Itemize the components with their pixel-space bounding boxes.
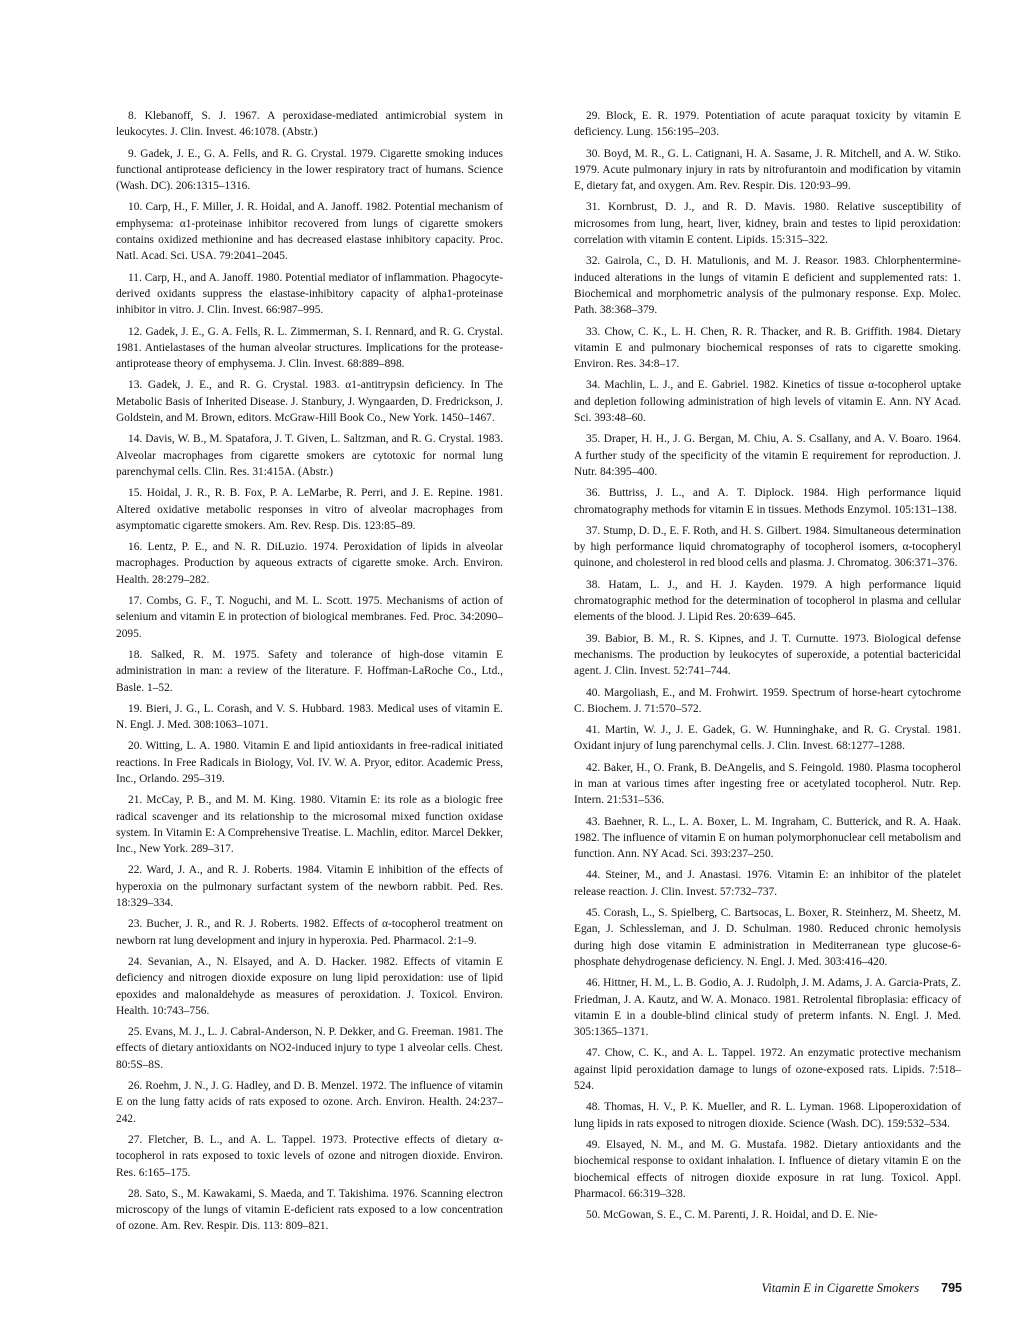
reference-item: 20. Witting, L. A. 1980. Vitamin E and lipid antioxidants in free-radical initiated reactions. In Free Radicals in Biology, Vol. IV. W. A. Pryor, editor. Academic Press, Inc., Orlando. 295–319. bbox=[116, 740, 503, 785]
reference-item: 45. Corash, L., S. Spielberg, C. Bartsocas, L. Boxer, R. Steinherz, M. Sheetz, M. Egan, J. Schlessleman, and J. D. Schulman. 1980. Reduced chronic hemolysis during high dose vitamin E administration in Mediterranean type glucose-6-phosphate dehydrogenase deficiency. N. Engl. J. Med. 303:416–420. bbox=[574, 907, 961, 968]
reference-item: 30. Boyd, M. R., G. L. Catignani, H. A. Sasame, J. R. Mitchell, and A. W. Stiko. 1979. Acute pulmonary injury in rats by nitrofurantoin and modification by vitamin E, dietary fat, and oxygen. Am. Rev. Respir. Dis. 120:93–99. bbox=[574, 147, 961, 193]
references-right-column bbox=[574, 108, 961, 1228]
reference-item: 34. Machlin, L. J., and E. Gabriel. 1982. Kinetics of tissue α-tocopherol uptake and depletion following administration of high levels of vitamin E. Ann. NY Acad. Sci. 393:48–60. bbox=[574, 379, 961, 425]
reference-item: 48. Thomas, H. V., P. K. Mueller, and R. L. Lyman. 1968. Lipoperoxidation of lung lipids in rats exposed to nitrogen dioxide. Science (Wash. DC). 159:532–534. bbox=[574, 1101, 961, 1130]
reference-item: 22. Ward, J. A., and R. J. Roberts. 1984. Vitamin E inhibition of the effects of hyperoxia on the pulmonary surfactant system of the newborn rabbit. Ped. Res. 18:329–334. bbox=[116, 864, 503, 910]
reference-item: 19. Bieri, J. G., L. Corash, and V. S. Hubbard. 1983. Medical uses of vitamin E. N. Engl. J. Med. 308:1063–1071. bbox=[116, 702, 503, 732]
reference-item: 31. Kornbrust, D. J., and R. D. Mavis. 1980. Relative susceptibility of microsomes from lung, heart, liver, kidney, brain and testes to lipid peroxidation: correlation with vitamin E content. Lipids. 15:315–322. bbox=[574, 201, 961, 247]
page-number: 795 bbox=[941, 1281, 962, 1295]
page-footer bbox=[762, 1281, 962, 1296]
reference-item: 49. Elsayed, N. M., and M. G. Mustafa. 1982. Dietary antioxidants and the biochemical response to oxidant inhalation. I. Influence of dietary vitamin E on the biochemical effects of nitrogen dioxide exposure in rat lung. Toxicol. Appl. Pharmacol. 66:319–328. bbox=[574, 1138, 961, 1200]
reference-item: 46. Hittner, H. M., L. B. Godio, A. J. Rudolph, J. M. Adams, J. A. Garcia-Prats, Z. Friedman, J. A. Kautz, and W. A. Monaco. 1981. Retrolental fibroplasia: efficacy of vitamin E in a double-blind clinical study of preterm infants. N. Engl. J. Med. 305:1365–1371. bbox=[574, 977, 961, 1039]
reference-item: 43. Baehner, R. L., L. A. Boxer, L. M. Ingraham, C. Butterick, and R. A. Haak. 1982. The influence of vitamin E on human polymorphonuclear cell metabolism and function. Ann. NY Acad. Sci. 393:237–250. bbox=[574, 815, 961, 861]
reference-item: 9. Gadek, J. E., G. A. Fells, and R. G. Crystal. 1979. Cigarette smoking induces functional antiprotease deficiency in the lower respiratory tract of humans. Science (Wash. DC). 206:1315–1316. bbox=[116, 147, 503, 193]
running-head: Vitamin E in Cigarette Smokers bbox=[761, 1281, 920, 1295]
reference-item: 10. Carp, H., F. Miller, J. R. Hoidal, and A. Janoff. 1982. Potential mechanism of emphysema: α1-proteinase inhibitor recovered from lungs of cigarette smokers contains oxidized methionine and has decreased elastase inhibitory capacity. Proc. Natl. Acad. Sci. USA. 79:2041–2045. bbox=[116, 201, 503, 263]
reference-item: 33. Chow, C. K., L. H. Chen, R. R. Thacker, and R. B. Griffith. 1984. Dietary vitamin E and pulmonary biochemical responses of rats to cigarette smoking. Environ. Res. 34:8–17. bbox=[574, 325, 961, 371]
reference-item: 50. McGowan, S. E., C. M. Parenti, J. R. Hoidal, and D. E. Nie- bbox=[586, 1209, 878, 1222]
reference-item: 39. Babior, B. M., R. S. Kipnes, and J. T. Curnutte. 1973. Biological defense mechanisms. The production by leukocytes of superoxide, a potential bactericidal agent. J. Clin. Invest. 52:741–744. bbox=[574, 632, 961, 678]
reference-item: 29. Block, E. R. 1979. Potentiation of acute paraquat toxicity by vitamin E deficiency. Lung. 156:195–203. bbox=[574, 110, 961, 139]
reference-item: 8. Klebanoff, S. J. 1967. A peroxidase-mediated antimicrobial system in leukocytes. J. Clin. Invest. 46:1078. (Abstr.) bbox=[116, 110, 503, 139]
reference-item: 36. Buttriss, J. L., and A. T. Diplock. 1984. High performance liquid chromatography methods for vitamin E in tissues. Methods Enzymol. 105:131–138. bbox=[574, 487, 961, 516]
reference-item: 28. Sato, S., M. Kawakami, S. Maeda, and T. Takishima. 1976. Scanning electron microscopy of the lungs of vitamin E-deficient rats exposed to a low concentration of ozone. Am. Rev. Respir. Dis. 113: 809–821. bbox=[116, 1187, 503, 1233]
reference-item: 18. Salked, R. M. 1975. Safety and tolerance of high-dose vitamin E administration in man: a review of the literature. F. Hoffman-LaRoche Co., Ltd., Basle. 1–52. bbox=[116, 648, 503, 694]
reference-item: 24. Sevanian, A., N. Elsayed, and A. D. Hacker. 1982. Effects of vitamin E deficiency and nitrogen dioxide exposure on lung lipid peroxidation: use of lipid epoxides and malonaldehyde as measures of peroxidation. J. Toxicol. Environ. Health. 10:743–756. bbox=[116, 955, 503, 1017]
reference-item: 25. Evans, M. J., L. J. Cabral-Anderson, N. P. Dekker, and G. Freeman. 1981. The effects of dietary antioxidants on NO2-induced injury to type 1 alveolar cells. Chest. 80:5S–8S. bbox=[116, 1026, 503, 1071]
reference-item: 26. Roehm, J. N., J. G. Hadley, and D. B. Menzel. 1972. The influence of vitamin E on the lung fatty acids of rats exposed to ozone. Arch. Environ. Health. 24:237–242. bbox=[116, 1080, 503, 1125]
reference-item: 47. Chow, C. K., and A. L. Tappel. 1972. An enzymatic protective mechanism against lipid peroxidation damage to lungs of ozone-exposed rats. Lipids. 7:518–524. bbox=[574, 1047, 961, 1093]
reference-item: 32. Gairola, C., D. H. Matulionis, and M. J. Reasor. 1983. Chlorphentermine-induced alterations in the lungs of vitamin E deficient and supplemented rats: 1. Biochemical and morphometric analysis of the pulmonary response. Exp. Molec. Path. 38:368–379. bbox=[574, 255, 961, 317]
reference-item: 42. Baker, H., O. Frank, B. DeAngelis, and S. Feingold. 1980. Plasma tocopherol in man at various times after ingesting free or acetylated tocopherol. Nutr. Rep. Intern. 21:531–536. bbox=[574, 761, 961, 807]
reference-item: 41. Martin, W. J., J. E. Gadek, G. W. Hunninghake, and R. G. Crystal. 1981. Oxidant injury of lung parenchymal cells. J. Clin. Invest. 68:1277–1288. bbox=[574, 724, 961, 753]
reference-item: 14. Davis, W. B., M. Spatafora, J. T. Given, L. Saltzman, and R. G. Crystal. 1983. Alveolar macrophages from cigarette smokers are cytotoxic for normal lung parenchymal cells. Clin. Res. 31:415A. (Abstr.) bbox=[116, 433, 503, 478]
reference-item: 16. Lentz, P. E., and N. R. DiLuzio. 1974. Peroxidation of lipids in alveolar macrophages. Production by aqueous extracts of cigarette smoke. Arch. Environ. Health. 28:279–282. bbox=[116, 541, 503, 586]
reference-item: 21. McCay, P. B., and M. M. King. 1980. Vitamin E: its role as a biologic free radical scavenger and its relationship to the microsomal mixed function oxidase system. In Vitamin E: A Comprehensive Treatise. L. Machlin, editor. Marcel Dekker, Inc., New York. 289–317. bbox=[116, 794, 503, 856]
reference-item: 13. Gadek, J. E., and R. G. Crystal. 1983. α1-antitrypsin deficiency. In The Metabolic Basis of Inherited Disease. J. Stanbury, J. Wyngaarden, D. Fredrickson, J. Goldstein, and M. Brown, editors. McGraw-Hill Book Co., New York. 1450–1467. bbox=[116, 379, 503, 425]
reference-item: 23. Bucher, J. R., and R. J. Roberts. 1982. Effects of α-tocopherol treatment on newborn rat lung development and injury in hyperoxia. Ped. Pharmacol. 2:1–9. bbox=[116, 918, 503, 947]
reference-item: 35. Draper, H. H., J. G. Bergan, M. Chiu, A. S. Csallany, and A. V. Boaro. 1964. A further study of the specificity of the vitamin E requirement for reproduction. J. Nutr. 84:395–400. bbox=[574, 433, 961, 478]
reference-item: 37. Stump, D. D., E. F. Roth, and H. S. Gilbert. 1984. Simultaneous determination by high performance liquid chromatography of tocopherol isomers, α-tocopheryl quinone, and cholesterol in red blood cells and plasma. J. Chromatog. 306:371–376. bbox=[574, 524, 961, 570]
reference-item: 27. Fletcher, B. L., and A. L. Tappel. 1973. Protective effects of dietary α-tocopherol in rats exposed to toxic levels of ozone and nitrogen dioxide. Environ. Res. 6:165–175. bbox=[116, 1133, 503, 1179]
reference-item: 44. Steiner, M., and J. Anastasi. 1976. Vitamin E: an inhibitor of the platelet release reaction. J. Clin. Invest. 57:732–737. bbox=[574, 869, 961, 898]
reference-item: 17. Combs, G. F., T. Noguchi, and M. L. Scott. 1975. Mechanisms of action of selenium and vitamin E in protection of biological membranes. Fed. Proc. 34:2090–2095. bbox=[116, 595, 503, 640]
reference-item: 12. Gadek, J. E., G. A. Fells, R. L. Zimmerman, S. I. Rennard, and R. G. Crystal. 1981. Antielastases of the human alveolar structures. Implications for the protease-antiprotease theory of emphysema. J. Clin. Invest. 68:889–898. bbox=[116, 325, 503, 371]
reference-item: 15. Hoidal, J. R., R. B. Fox, P. A. LeMarbe, R. Perri, and J. E. Repine. 1981. Altered oxidative metabolic responses in vitro of alveolar macrophages from asymptomatic cigarette smokers. Am. Rev. Resp. Dis. 123:85–89. bbox=[116, 487, 503, 532]
reference-item: 40. Margoliash, E., and M. Frohwirt. 1959. Spectrum of horse-heart cytochrome C. Biochem. J. 71:570–572. bbox=[574, 686, 961, 715]
references-left-column bbox=[116, 108, 503, 1240]
reference-item: 11. Carp, H., and A. Janoff. 1980. Potential mediator of inflammation. Phagocyte-derived oxidants suppress the elastase-inhibitory capacity of alpha1-proteinase inhibitor in vitro. J. Clin. Invest. 66:987–995. bbox=[116, 271, 503, 317]
reference-item: 38. Hatam, L. J., and H. J. Kayden. 1979. A high performance liquid chromatographic method for the determination of tocopherol in plasma and cellular elements of the blood. J. Lipid Res. 20:639–645. bbox=[574, 578, 961, 624]
